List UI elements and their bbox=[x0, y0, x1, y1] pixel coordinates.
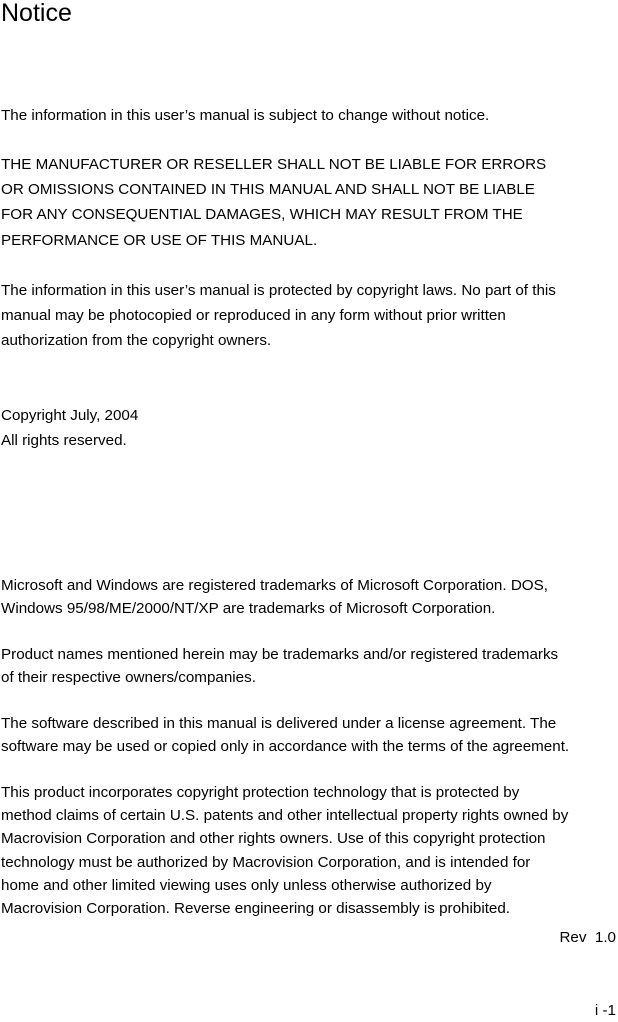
product-trademark-paragraph: Product names mentioned herein may be trademarks and/or registered trademarks of their respective owners/companies. bbox=[1, 646, 559, 687]
page-number: i -1 bbox=[594, 1002, 616, 1019]
copyright-date-paragraph: Copyright July, 2004 All rights reserved. bbox=[1, 407, 139, 450]
page-title: Notice bbox=[1, 0, 72, 27]
macrovision-paragraph: This product incorporates copyright protection technology that is protected by method claims of certain U.S. patents and other intellectual property rights owned by Macrovision Corporation and other rights owners. Use of this copyright protection technology must be authorized by Macrovision Corporation, and is intended for home and other limited viewing uses only unless otherwise authorized by Macrovision Corporation. Reverse engineering or disassembly is prohibited. bbox=[1, 784, 569, 918]
liability-disclaimer-paragraph: THE MANUFACTURER OR RESELLER SHALL NOT BE LIABLE FOR ERRORS OR OMISSIONS CONTAINED IN THIS MANUAL AND SHALL NOT BE LIABLE FOR ANY CONSEQUENTIAL DAMAGES, WHICH MAY RESULT FROM THE PERFORMANCE OR USE OF THIS MANUAL. bbox=[1, 156, 547, 249]
microsoft-trademark-paragraph: Microsoft and Windows are registered trademarks of Microsoft Corporation. DOS, Windows 95/98/ME/2000/NT/XP are trademarks of Microsoft Corporation. bbox=[1, 577, 548, 618]
copyright-protection-paragraph: The information in this user’s manual is protected by copyright laws. No part of this manual may be photocopied or reproduced in any form without prior written authorization from the copyright owners. bbox=[1, 282, 556, 350]
revision-label: Rev 1.0 bbox=[559, 929, 616, 946]
change-notice-paragraph: The information in this user’s manual is subject to change without notice. bbox=[1, 107, 490, 124]
license-agreement-paragraph: The software described in this manual is delivered under a license agreement. The software may be used or copied only in accordance with the terms of the agreement. bbox=[1, 715, 570, 756]
